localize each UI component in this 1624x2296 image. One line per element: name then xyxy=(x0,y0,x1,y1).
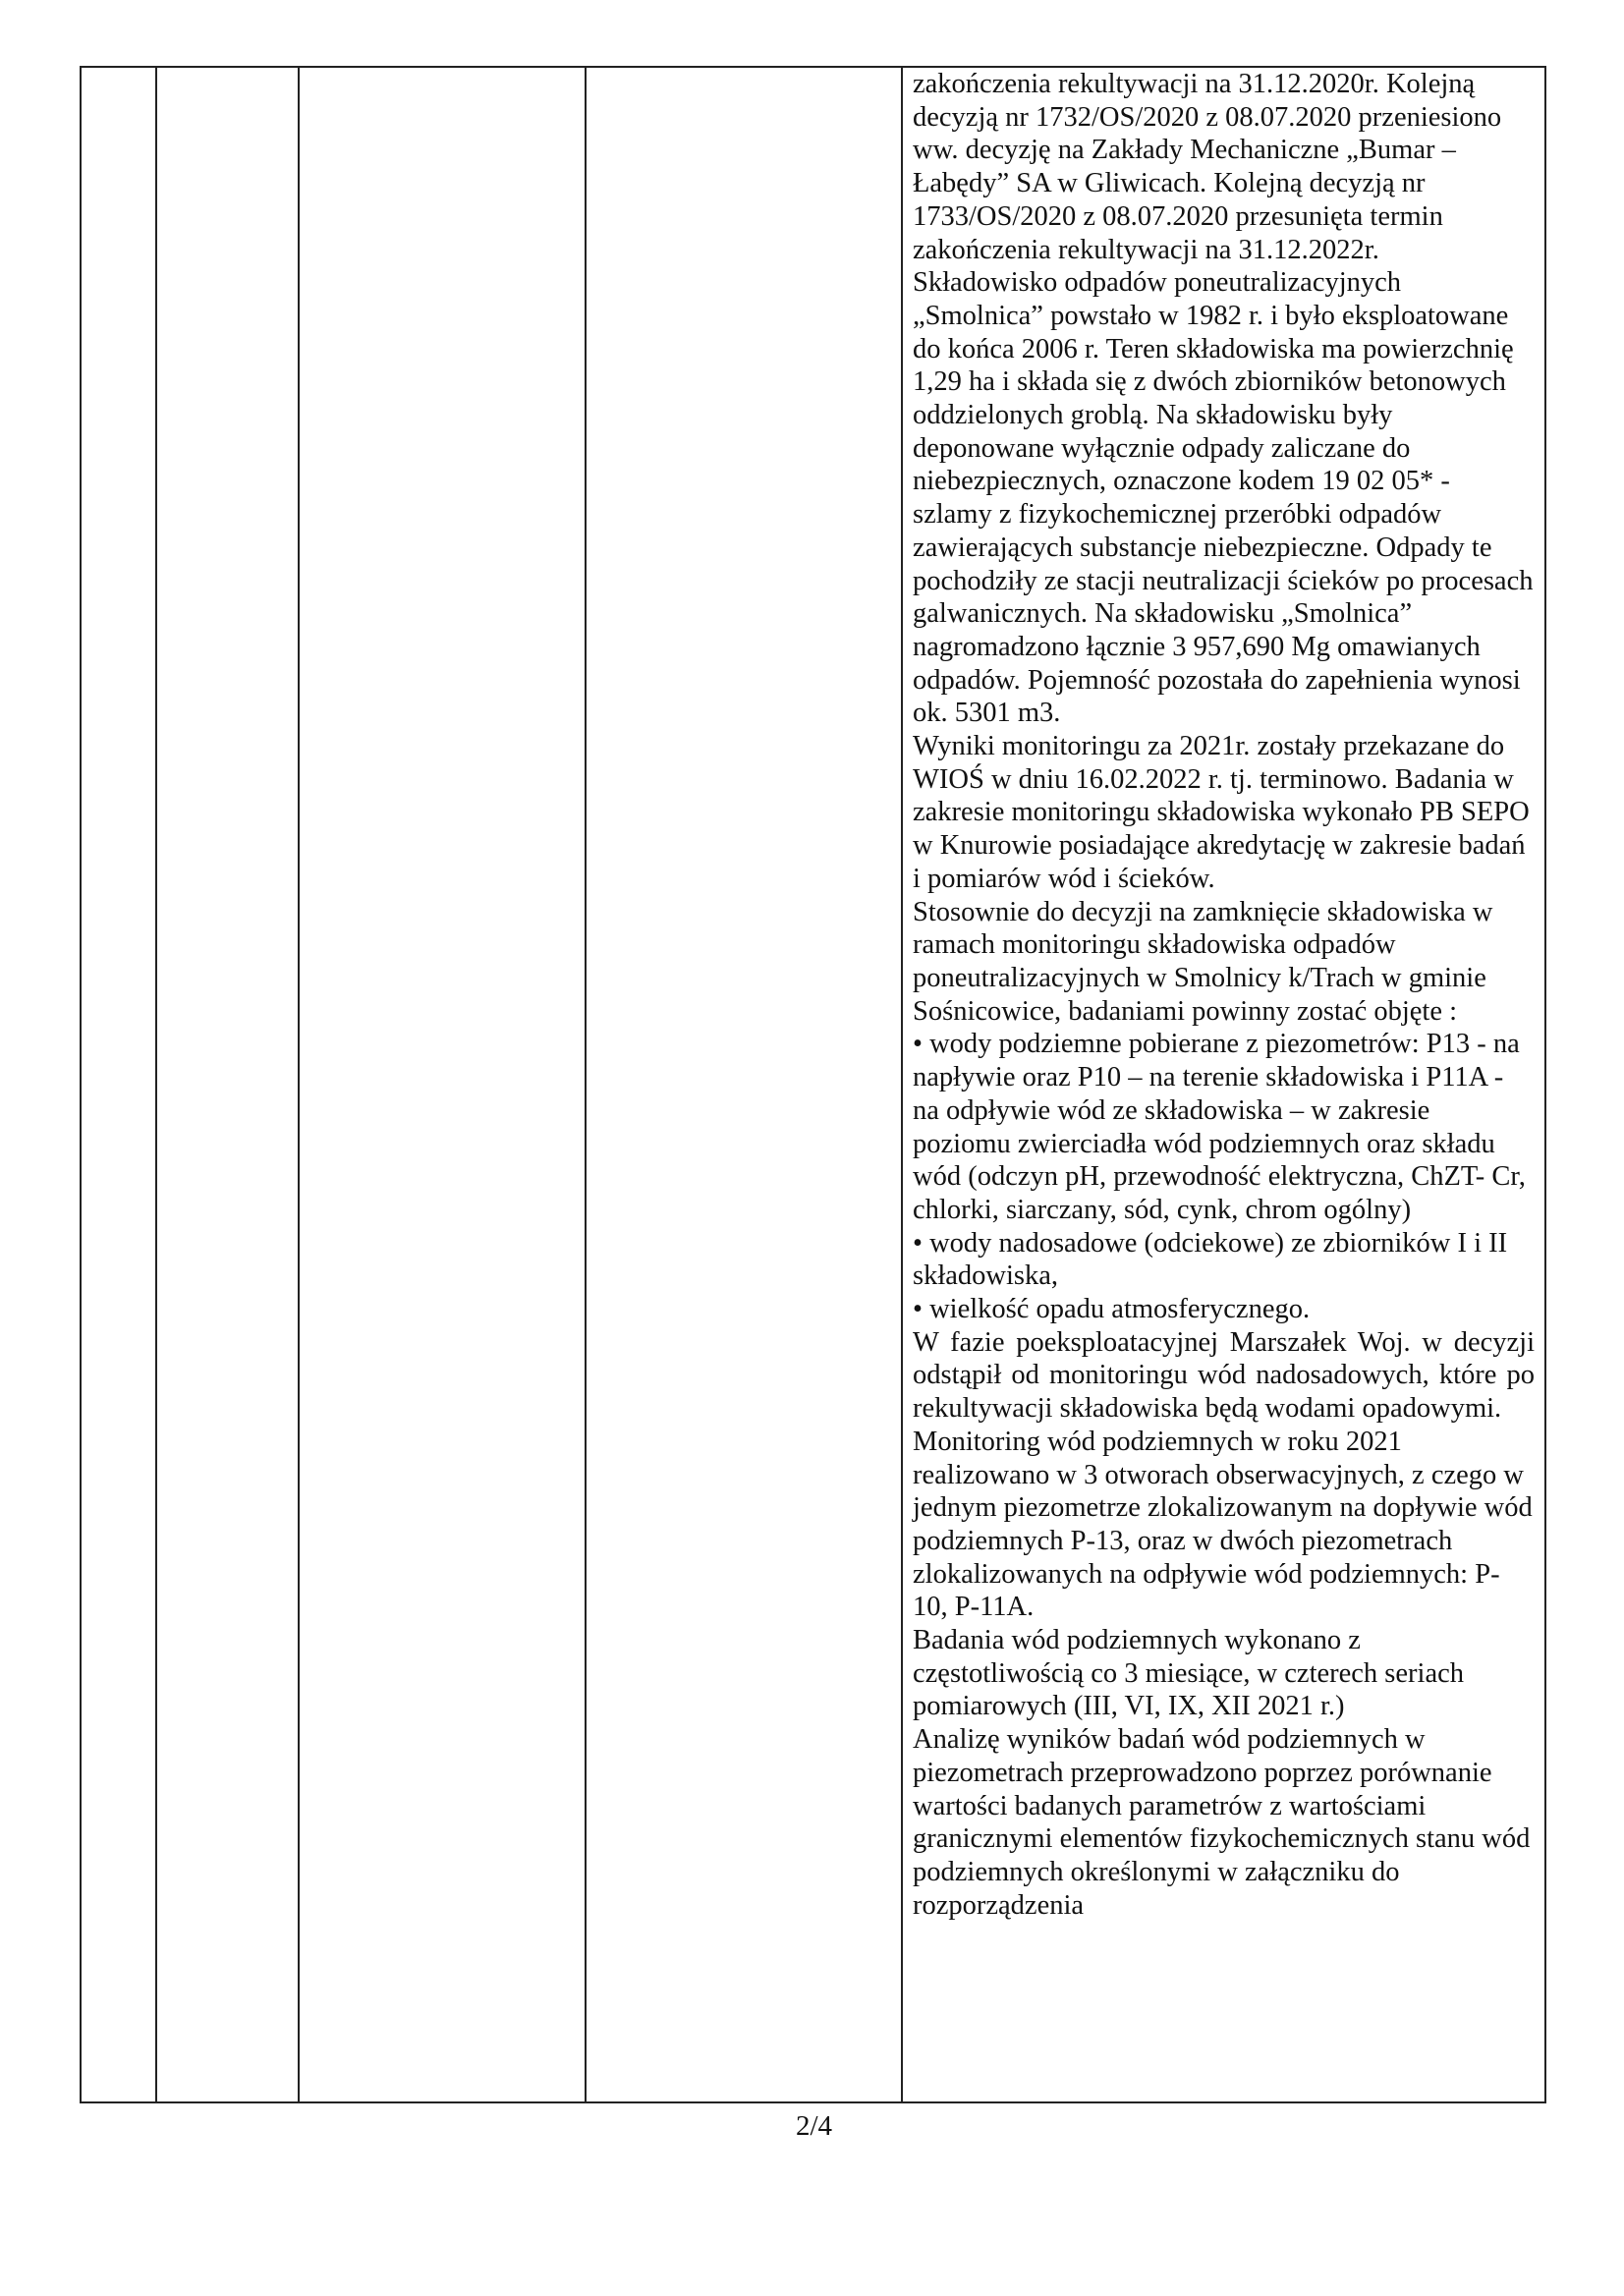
paragraph-monitoring-scope: Stosownie do decyzji na zamknięcie składowiska w ramach monitoringu składowiska odpadów poneutralizacyjnych w Smolnicy k/Trach w gminie Sośnicowice, badaniami powinny zostać objęte : xyxy=(913,896,1493,1027)
document-table xyxy=(80,66,1546,2103)
bullet-groundwater: • wody podziemne pobierane z piezometrów: P13 - na napływie oraz P10 – na terenie składowiska i P11A - na odpływie wód ze składowiska – w zakresie poziomu zwierciadła wód podziemnych oraz składu wód (odczyn pH, przewodność elektryczna, ChZT- Cr, chlorki, siarczany, sód, cynk, chrom ogólny) xyxy=(913,1029,1526,1225)
bullet-supernatant-water: • wody nadosadowe (odciekowe) ze zbiorników I i II składowiska, xyxy=(913,1227,1508,1292)
bullet-precipitation: • wielkość opadu atmosferycznego. xyxy=(913,1294,1311,1325)
paragraph-decision-history: zakończenia rekultywacji na 31.12.2020r. Kolejną decyzją nr 1732/OS/2020 z 08.07.2020 przeniesiono ww. decyzję na Zakłady Mechaniczne „Bumar – Łabędy” SA w Gliwicach. Kolejną decyzją nr 1733/OS/2020 z 08.07.2020 przesunięta termin zakończenia rekultywacji na 31.12.2022r. xyxy=(913,69,1502,265)
paragraph-post-operational-phase: W fazie poeksploatacyjnej Marszałek Woj. w decyzji odstąpił od monitoringu wód nadosadowych, które po rekultywacji składowiska będą wodami opadowymi. xyxy=(913,1326,1535,1425)
paragraph-landfill-description: Składowisko odpadów poneutralizacyjnych „Smolnica” powstało w 1982 r. i było eksploatowane do końca 2006 r. Teren składowiska ma powierzchnię 1,29 ha i składa się z dwóch zbiorników betonowych oddzielonych groblą. Na składowisku były deponowane wyłącznie odpady zaliczane do niebezpiecznych, oznaczone kodem 19 02 05* - szlamy z fizykochemicznej przeróbki odpadów zawierających substancje niebezpieczne. Odpady te pochodziły ze stacji neutralizacji ścieków po procesach galwanicznych. Na składowisku „Smolnica” nagromadzono łącznie 3 957,690 Mg omawianych odpadów. Pojemność pozostała do zapełnienia wynosi ok. 5301 m3. xyxy=(913,267,1534,729)
table-cell-4 xyxy=(586,67,902,2102)
page-number-text: 2/4 xyxy=(796,2110,833,2142)
paragraph-groundwater-monitoring: Monitoring wód podziemnych w roku 2021 realizowano w 3 otworach obserwacyjnych, z czego w jednym piezometrze zlokalizowanym na dopływie wód podziemnych P-13, oraz w dwóch piezometrach zlokalizowanych na odpływie wód podziemnych: P-10, P-11A. xyxy=(913,1426,1533,1623)
table-cell-3 xyxy=(299,67,586,2102)
paragraph-testing-frequency: Badania wód podziemnych wykonano z częstotliwością co 3 miesiące, w czterech seriach pomiarowych (III, VI, IX, XII 2021 r.) xyxy=(913,1625,1465,1722)
table-row xyxy=(81,67,1545,2102)
paragraph-results-analysis: Analizę wyników badań wód podziemnych w piezometrach przeprowadzono poprzez porównanie wartości badanych parametrów z wartościami granicznymi elementów fizykochemicznych stanu wód podziemnych określonymi w załączniku do rozporządzenia xyxy=(913,1724,1531,1921)
cell-text-block xyxy=(913,68,1535,1922)
paragraph-monitoring-results: Wyniki monitoringu za 2021r. zostały przekazane do WIOŚ w dniu 16.02.2022 r. tj. terminowo. Badania w zakresie monitoringu składowiska wykonało PB SEPO w Knurowie posiadające akredytację w zakresie badań i pomiarów wód i ścieków. xyxy=(913,731,1530,894)
table-cell-2 xyxy=(156,67,299,2102)
table-cell-content xyxy=(902,67,1545,2102)
table-cell-1 xyxy=(81,67,156,2102)
